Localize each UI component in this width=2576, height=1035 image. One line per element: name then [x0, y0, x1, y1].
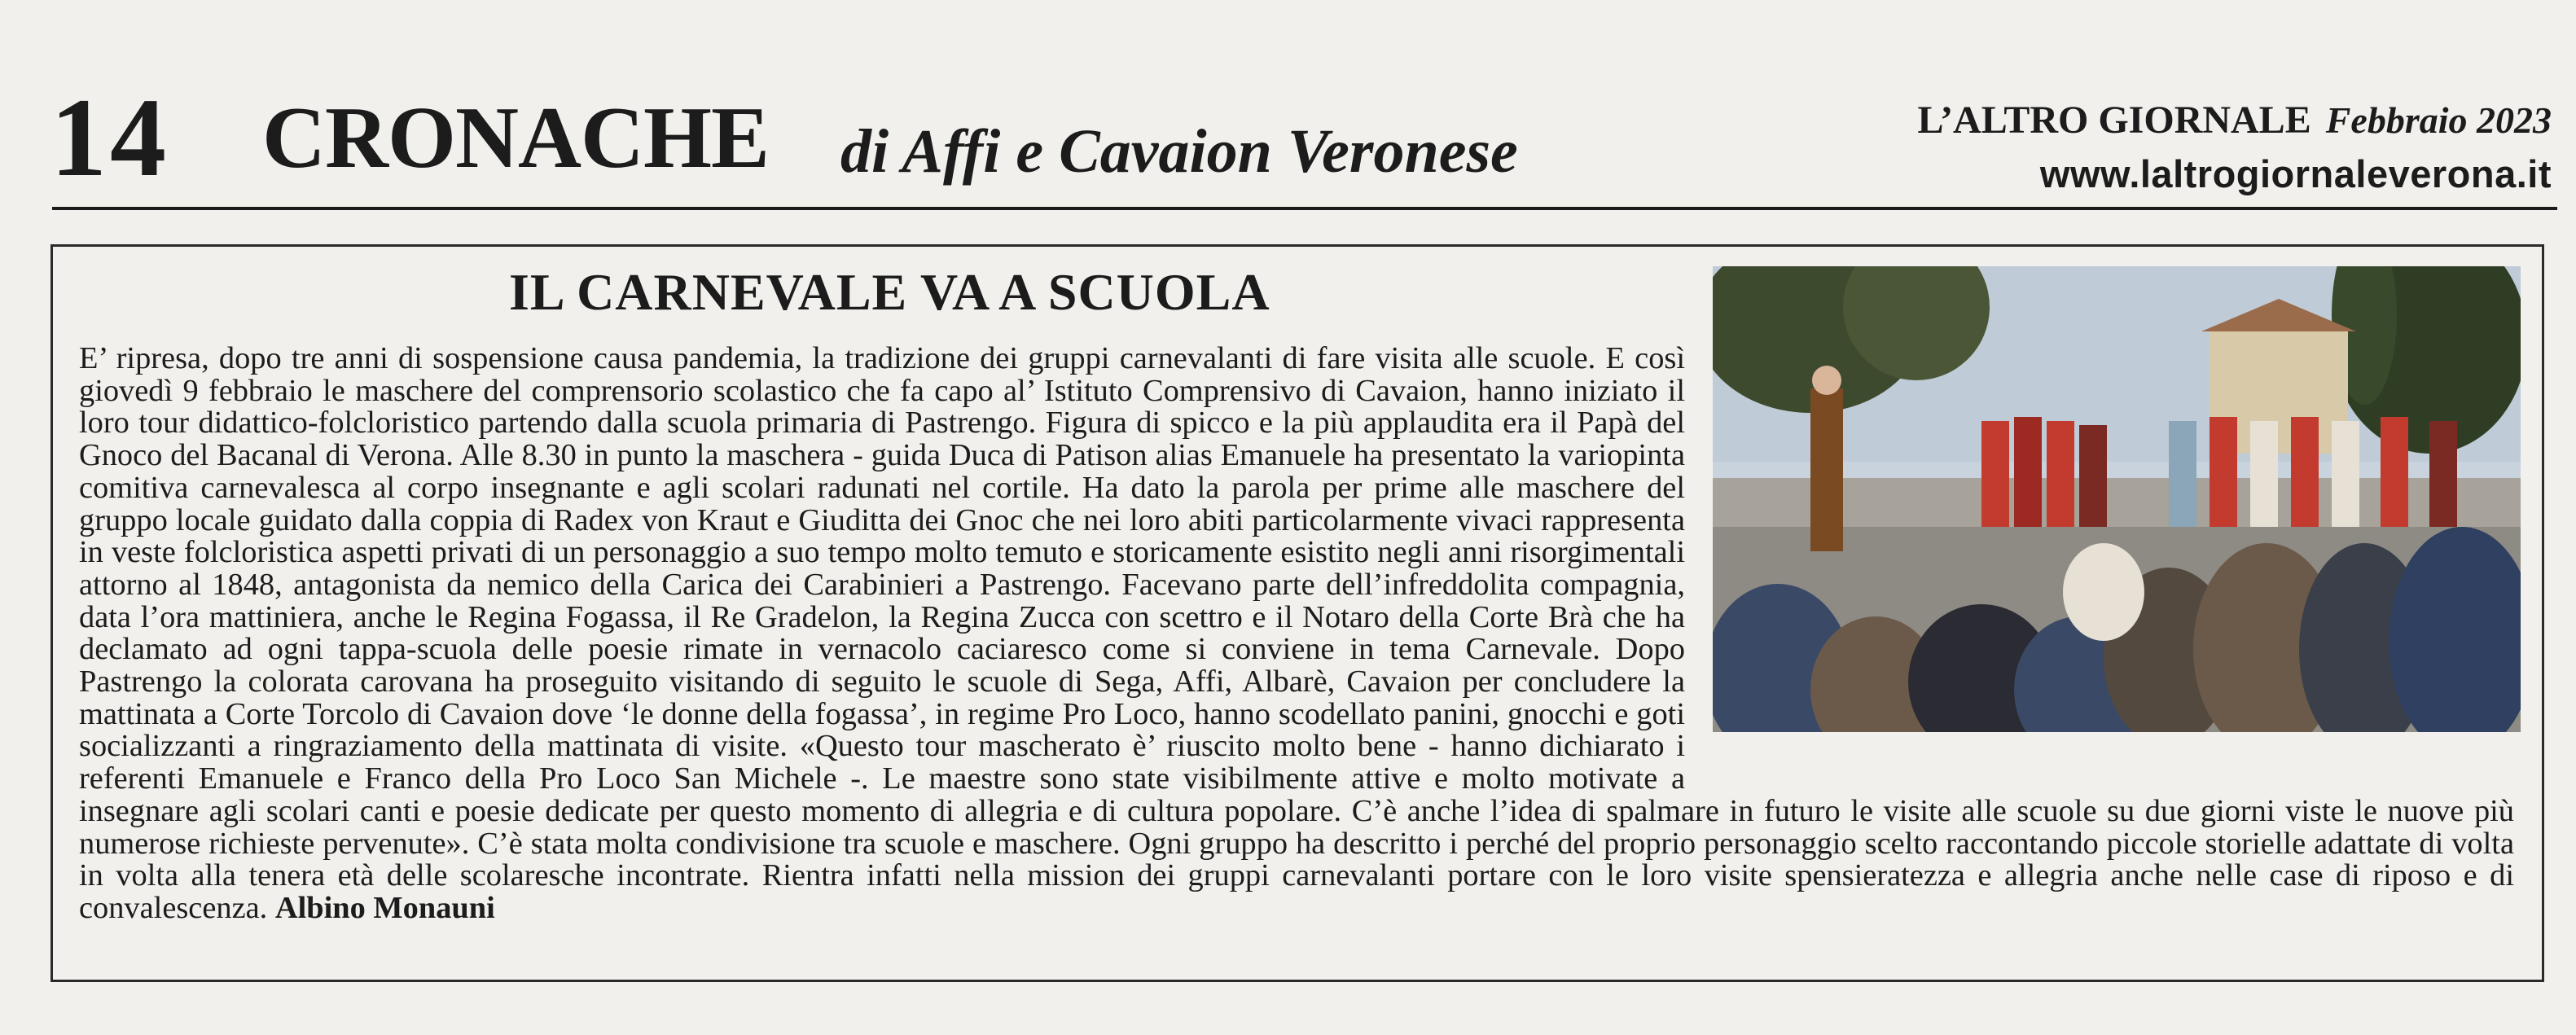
article-body — [79, 343, 2514, 925]
newspaper-name: L’ALTRO GIORNALE — [1917, 99, 2311, 142]
article-headline: IL CARNEVALE VA A SCUOLA — [509, 263, 1270, 321]
newspaper-masthead — [1917, 101, 2552, 140]
section-title: CRONACHE — [262, 90, 770, 186]
article-box — [50, 244, 2544, 982]
photo-text-wrap-spacer — [1700, 343, 2514, 766]
article-byline: Albino Monauni — [274, 890, 495, 925]
issue-date: Febbraio 2023 — [2325, 99, 2552, 141]
page-number: 14 — [50, 75, 169, 200]
section-subtitle: di Affi e Cavaion Veronese — [840, 117, 1518, 186]
website-link[interactable]: www.laltrogiornaleverona.it — [2039, 152, 2552, 195]
article-body-text: E’ ripresa, dopo tre anni di sospensione causa pandemia, la tradizione dei gruppi carnevalanti di fare visita alle scuole. E così giovedì 9 febbraio le maschere del comprensorio scolastico che fa capo al’ Istituto Comprensivo di Cavaion, hanno iniziato il loro tour didattico-folcloristico partendo dalla scuola primaria di Pastrengo. Figura di spicco e la più applaudita era il Papà del Gnoco del Bacanal di Verona. Alle 8.30 in punto la maschera - guida Duca di Patison alias Emanuele ha presentato la variopinta comitiva carnevalesca al corpo insegnante e agli scolari radunati nel cortile. Ha dato la parola per prime alle maschere del gruppo locale guidato dalla coppia di Radex von Kraut e Giuditta dei Gnoc che nei loro abiti particolarmente vivaci rappresenta in veste folcloristica aspetti privati di un personaggio a suo tempo molto temuto e storicamente esistito negli anni risorgimentali attorno al 1848, antagonista da nemico della Carica dei Carabinieri a Pastrengo. Facevano parte dell’infreddolita compagnia, data l’ora mattiniera, anche le Regina Fogassa, il Re Gradelon, la Regina Zucca con scettro e il Notaro della Corte Brà che ha declamato ad ogni tappa-scuola delle poesie rimate in vernacolo caciaresco come si conviene in tema Carnevale. Dopo Pastrengo la colorata carovana ha proseguito visitando di seguito le scuole di Sega, Affi, Albarè, Cavaion per concludere la mattinata a Corte Torcolo di Cavaion dove ‘le donne della fogassa’, in regime Pro Loco, hanno scodellato panini, gnocchi e goti socializzanti a ringraziamento della mattinata di visite. «Questo tour mascherato è’ riuscito molto bene - hanno dichiarato i referenti Emanuele e Franco della Pro Loco San Michele -. Le maestre sono state visibilmente attive e molto motivate a insegnare agli scolari canti e poesie dedicate per questo momento di allegria e di cultura popolare. C’è anche l’idea di spalmare in futuro le visite alle scuole su due giorni viste le nuove più numerose richieste pervenute». C’è stata molta condivisione tra scuole e maschere. Ogni gruppo ha descritto i perché del proprio personaggio scelto raccontando piccole storielle adattate di volta in volta alla tenera età delle scolaresche incontrate. Rientra infatti nella mission dei gruppi carnevalanti portare con le loro visite spensieratezza e allegria anche nelle case di riposo e di convalescenza. — [79, 341, 2514, 925]
header-divider — [52, 207, 2557, 210]
